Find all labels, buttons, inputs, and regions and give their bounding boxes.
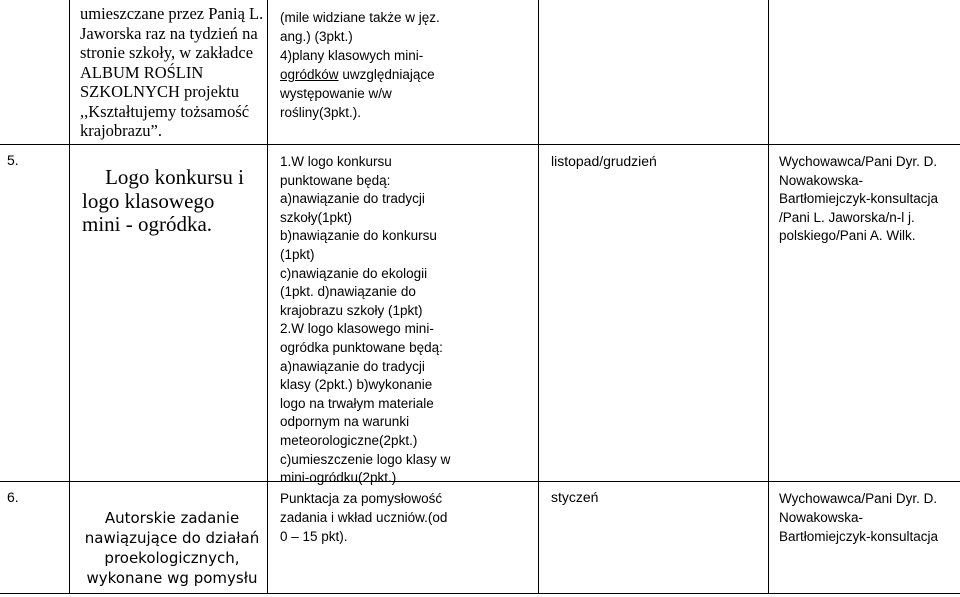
row0-task-cell (80, 4, 263, 141)
responsible-line: /Pani L. Jaworska/n-l j. (779, 209, 915, 225)
row6-number: 6. (7, 489, 19, 505)
criteria-line-rest: uwzględniające (342, 67, 435, 82)
criteria-line: mini-ogródku(2pkt.) (280, 470, 397, 486)
criteria-line: odpornym na warunki (280, 414, 410, 430)
row-border-top-5 (0, 144, 960, 145)
criteria-line: logo na trwałym materiale (280, 395, 434, 411)
criteria-line: (1pkt) (280, 246, 315, 262)
criteria-line: rośliny(3pkt.). (280, 105, 362, 120)
criteria-line: 1.W logo konkursu (280, 154, 392, 169)
table-bottom-border (0, 593, 960, 594)
row6-term: styczeń (551, 489, 599, 505)
column-divider-2 (267, 0, 268, 594)
task-line: SZKOLNYCH projektu (80, 82, 240, 101)
criteria-line: występowanie w/w (280, 86, 392, 101)
criteria-line: 0 – 15 pkt). (280, 529, 348, 544)
responsible-line: Nowakowska- (779, 172, 864, 188)
criteria-line: c)umieszczenie logo klasy w (280, 451, 451, 467)
row0-criteria-cell (280, 8, 440, 122)
criteria-line: a)nawiązanie do tradycji (280, 191, 425, 207)
criteria-line: ang.) (3pkt.) (280, 29, 353, 44)
responsible-line: Wychowawca/Pani Dyr. D. (779, 154, 938, 169)
task-line: umieszczane przez Panią L. (80, 4, 264, 23)
responsible-line: Wychowawca/Pani Dyr. D. (779, 491, 938, 506)
criteria-line: Punktacja za pomysłowość (280, 491, 443, 506)
criteria-line: meteorologiczne(2pkt.) (280, 432, 418, 448)
row5-number: 5. (7, 152, 19, 168)
row-border-top-6 (0, 481, 960, 482)
task-line: krajobrazu”. (80, 121, 162, 140)
task-title-line: Logo konkursu i (105, 165, 244, 189)
criteria-line: b)nawiązanie do konkursu (280, 228, 437, 244)
row5-task-cell (82, 166, 257, 237)
criteria-line: zadania i wkład uczniów.(od (280, 510, 448, 525)
task-line: proekologicznych, (104, 549, 240, 567)
task-line: wykonane wg pomysłu (86, 569, 258, 587)
task-line: ALBUM ROŚLIN (80, 62, 204, 82)
task-line: Jaworska raz na tydzień na (80, 23, 258, 43)
criteria-line-underlined (280, 65, 440, 84)
responsible-line: Nowakowska- (779, 510, 864, 525)
task-line: nawiązujące do działań (84, 529, 260, 547)
task-line: ,,Kształtujemy tożsamość (80, 101, 250, 121)
task-line: Autorskie zadanie (104, 509, 240, 527)
criteria-line: 4)plany klasowych mini- (280, 48, 424, 63)
responsible-line: polskiego/Pani A. Wilk. (779, 228, 916, 244)
row6-responsible-cell (779, 489, 938, 546)
underlined-word: ogródków (280, 67, 339, 82)
responsible-line: Bartłomiejczyk-konsultacja (779, 529, 939, 544)
criteria-line: klasy (2pkt.) b)wykonanie (280, 377, 433, 393)
task-line: stronie szkoły, w zakładce (80, 43, 254, 62)
column-divider-1 (69, 0, 70, 594)
criteria-line: (1pkt. d)nawiązanie do (280, 284, 416, 300)
criteria-line: punktowane będą: (280, 172, 391, 188)
row5-criteria-cell (280, 153, 450, 488)
responsible-line: Bartłomiejczyk-konsultacja (779, 191, 939, 207)
criteria-line: szkoły(1pkt) (280, 209, 353, 225)
column-divider-4 (768, 0, 769, 594)
criteria-line: (mile widziane także w jęz. (280, 10, 440, 25)
criteria-line: a)nawiązanie do tradycji (280, 358, 425, 374)
row6-criteria-cell (280, 489, 447, 546)
criteria-line: c)nawiązanie do ekologii (280, 265, 428, 281)
criteria-line: 2.W logo klasowego mini- (280, 321, 434, 337)
column-divider-3 (538, 0, 539, 594)
task-title-line: mini - ogródka. (82, 212, 213, 236)
task-title-line: logo klasowego (82, 188, 215, 213)
criteria-line: krajobrazu szkoły (1pkt) (280, 302, 423, 318)
row6-task-cell (80, 508, 264, 588)
criteria-line: ogródka punktowane będą: (280, 339, 443, 355)
row5-term: listopad/grudzień (551, 153, 657, 169)
row5-responsible-cell (779, 153, 938, 246)
